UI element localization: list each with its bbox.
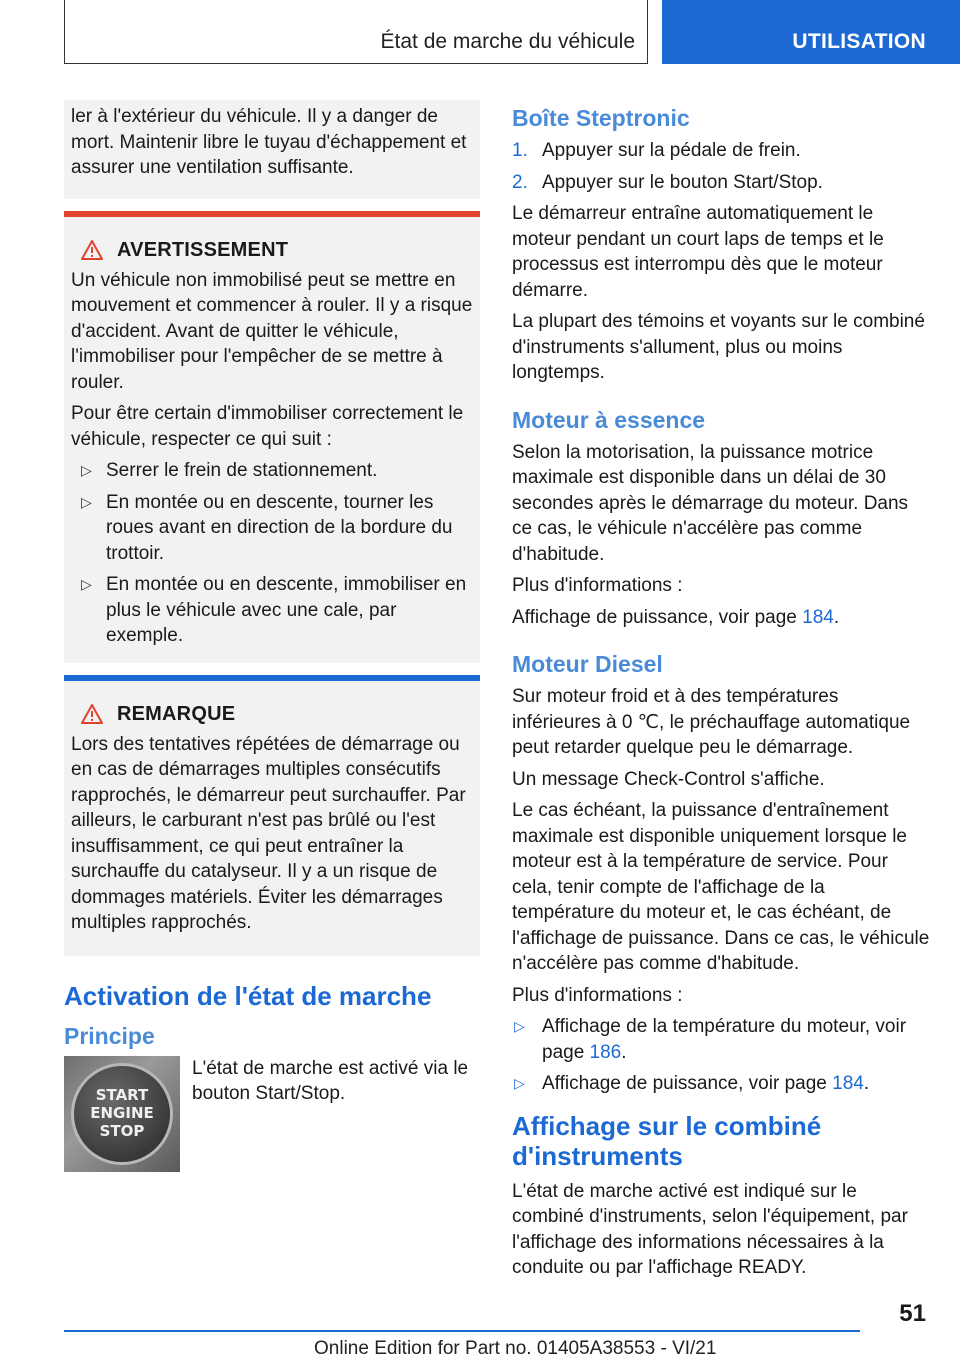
start-stop-button-image bbox=[64, 1056, 180, 1172]
note-title-row bbox=[71, 703, 473, 726]
warning-title: AVERTISSEMENT bbox=[117, 238, 289, 261]
diesel-paragraph-2: Un message Check-Control s'affiche. bbox=[512, 768, 825, 790]
section-title: État de marche du véhicule bbox=[380, 30, 635, 53]
list-item: ▷ Serrer le frein de stationnement. bbox=[71, 458, 473, 484]
diesel-paragraph-4: Plus d'informations : bbox=[512, 984, 683, 1006]
chapter-tab-label: UTILISATION bbox=[792, 30, 926, 53]
steps-list bbox=[512, 138, 930, 195]
right-column bbox=[512, 100, 930, 1287]
warning-title-row bbox=[71, 239, 473, 262]
chapter-tab[interactable] bbox=[662, 0, 960, 64]
triangle-bullet-icon: ▷ bbox=[81, 493, 92, 510]
diesel-reference-list bbox=[512, 1014, 930, 1097]
warning-triangle-icon bbox=[81, 704, 103, 724]
warning-paragraph-2: Pour être certain d'immobiliser correctement le véhicule, respecter ce qui suit : bbox=[71, 403, 464, 450]
list-item: ▷ Affichage de la température du moteur, voir page 186. bbox=[514, 1016, 907, 1063]
combine-heading: Affichage sur le combiné d'instruments bbox=[512, 1110, 822, 1171]
essence-reference: Affichage de puissance, voir page 184. bbox=[512, 606, 840, 628]
page-link[interactable]: 184 bbox=[802, 606, 834, 628]
warning-triangle-icon bbox=[81, 240, 103, 260]
button-image-text: START ENGINE STOP bbox=[90, 1085, 154, 1140]
note-title: REMARQUE bbox=[117, 702, 236, 725]
steptronic-paragraph-1: Le démarreur entraîne automatiquement le moteur pendant un court laps de temps et le processus est interrompu dès que le moteur démarre. bbox=[512, 203, 884, 301]
list-item: ▷ Affichage de puissance, voir page 184. bbox=[512, 1071, 930, 1097]
triangle-bullet-icon: ▷ bbox=[81, 462, 92, 478]
combine-paragraph: L'état de marche activé est indiqué sur le combiné d'instruments, selon l'équipement, par l'affichage des informations nécessaires à la conduite ou par l'affichage READY. bbox=[512, 1180, 908, 1278]
principe-text: L'état de marche est activé via le bouton Start/Stop. bbox=[192, 1057, 469, 1104]
diesel-paragraph-1: Sur moteur froid et à des températures inférieures à 0 ℃, le préchauffage automatique peut retarder quelque peu le démarrage. bbox=[512, 686, 911, 758]
triangle-bullet-icon: ▷ bbox=[514, 1075, 525, 1091]
list-item: ▷ En montée ou en descente, immobiliser en plus le véhicule avec une cale, par exemple. bbox=[81, 574, 467, 646]
left-column bbox=[64, 100, 480, 1172]
list-item: ▷ En montée ou en descente, tourner les roues avant en direction de la bordure du trottoir. bbox=[81, 491, 453, 564]
steptronic-paragraph-2: La plupart des témoins et voyants sur le combiné d'instruments s'allument, plus ou moins longtemps. bbox=[512, 311, 925, 383]
warning-box bbox=[64, 217, 480, 663]
edition-text: Online Edition for Part no. 01405A38553 - VI/21 bbox=[314, 1338, 717, 1359]
step-item: 1. Appuyer sur la pédale de frein. bbox=[512, 140, 801, 161]
footer-rule bbox=[64, 1330, 860, 1332]
warning-paragraph-1: Un véhicule non immobilisé peut se mettre en mouvement et commencer à rouler. Il y a risque d'accident. Avant de quitter le véhicule, l'immobiliser pour l'empêcher de se mettre à rouler. bbox=[71, 269, 473, 393]
header-frame bbox=[64, 0, 648, 64]
triangle-bullet-icon: ▷ bbox=[81, 576, 92, 592]
activation-heading: Activation de l'état de marche bbox=[64, 980, 432, 1011]
principe-row bbox=[64, 1056, 480, 1172]
note-box bbox=[64, 681, 480, 956]
warning-list bbox=[71, 458, 473, 649]
steptronic-heading: Boîte Steptronic bbox=[512, 105, 690, 131]
intro-box bbox=[64, 100, 480, 199]
page-link[interactable]: 186 bbox=[589, 1041, 622, 1063]
page-link[interactable]: 184 bbox=[832, 1073, 864, 1094]
principe-heading: Principe bbox=[64, 1022, 155, 1049]
intro-text: ler à l'extérieur du véhicule. Il y a danger de mort. Maintenir libre le tuyau d'échappement et assurer une ventilation suffisante. bbox=[71, 106, 467, 178]
essence-heading: Moteur à essence bbox=[512, 406, 706, 433]
page-number: 51 bbox=[899, 1300, 926, 1327]
essence-paragraph-2: Plus d'informations : bbox=[512, 575, 683, 596]
note-paragraph: Lors des tentatives répétées de démarrage ou en cas de démarrages multiples consécutifs rapprochés, le démarreur peut surchauffer. Par ailleurs, le carburant n'est pas brûlé ou l'est insuffisamment, ce qui peut entraîner la surchauffe du catalyseur. Il y a un risque de dommages matériels. Éviter les démarrages multiples rapprochés. bbox=[71, 733, 466, 933]
diesel-paragraph-3: Le cas échéant, la puissance d'entraînement maximale est disponible uniquement lorsque le moteur est à la température de service. Pour cela, tenir compte de l'affichage de la température du moteur et, le cas échéant, de l'affichage de puissance. Dans ce cas, le véhicule n'accélère pas comme d'habitude. bbox=[512, 800, 930, 974]
essence-paragraph-1: Selon la motorisation, la puissance motrice maximale est disponible dans un délai de 30 secondes après le démarrage du moteur. Dans ce cas, le véhicule n'accélère pas comme d'habitude. bbox=[512, 441, 909, 565]
step-item: 2. Appuyer sur le bouton Start/Stop. bbox=[512, 171, 823, 193]
diesel-heading: Moteur Diesel bbox=[512, 651, 663, 677]
triangle-bullet-icon: ▷ bbox=[514, 1018, 525, 1034]
